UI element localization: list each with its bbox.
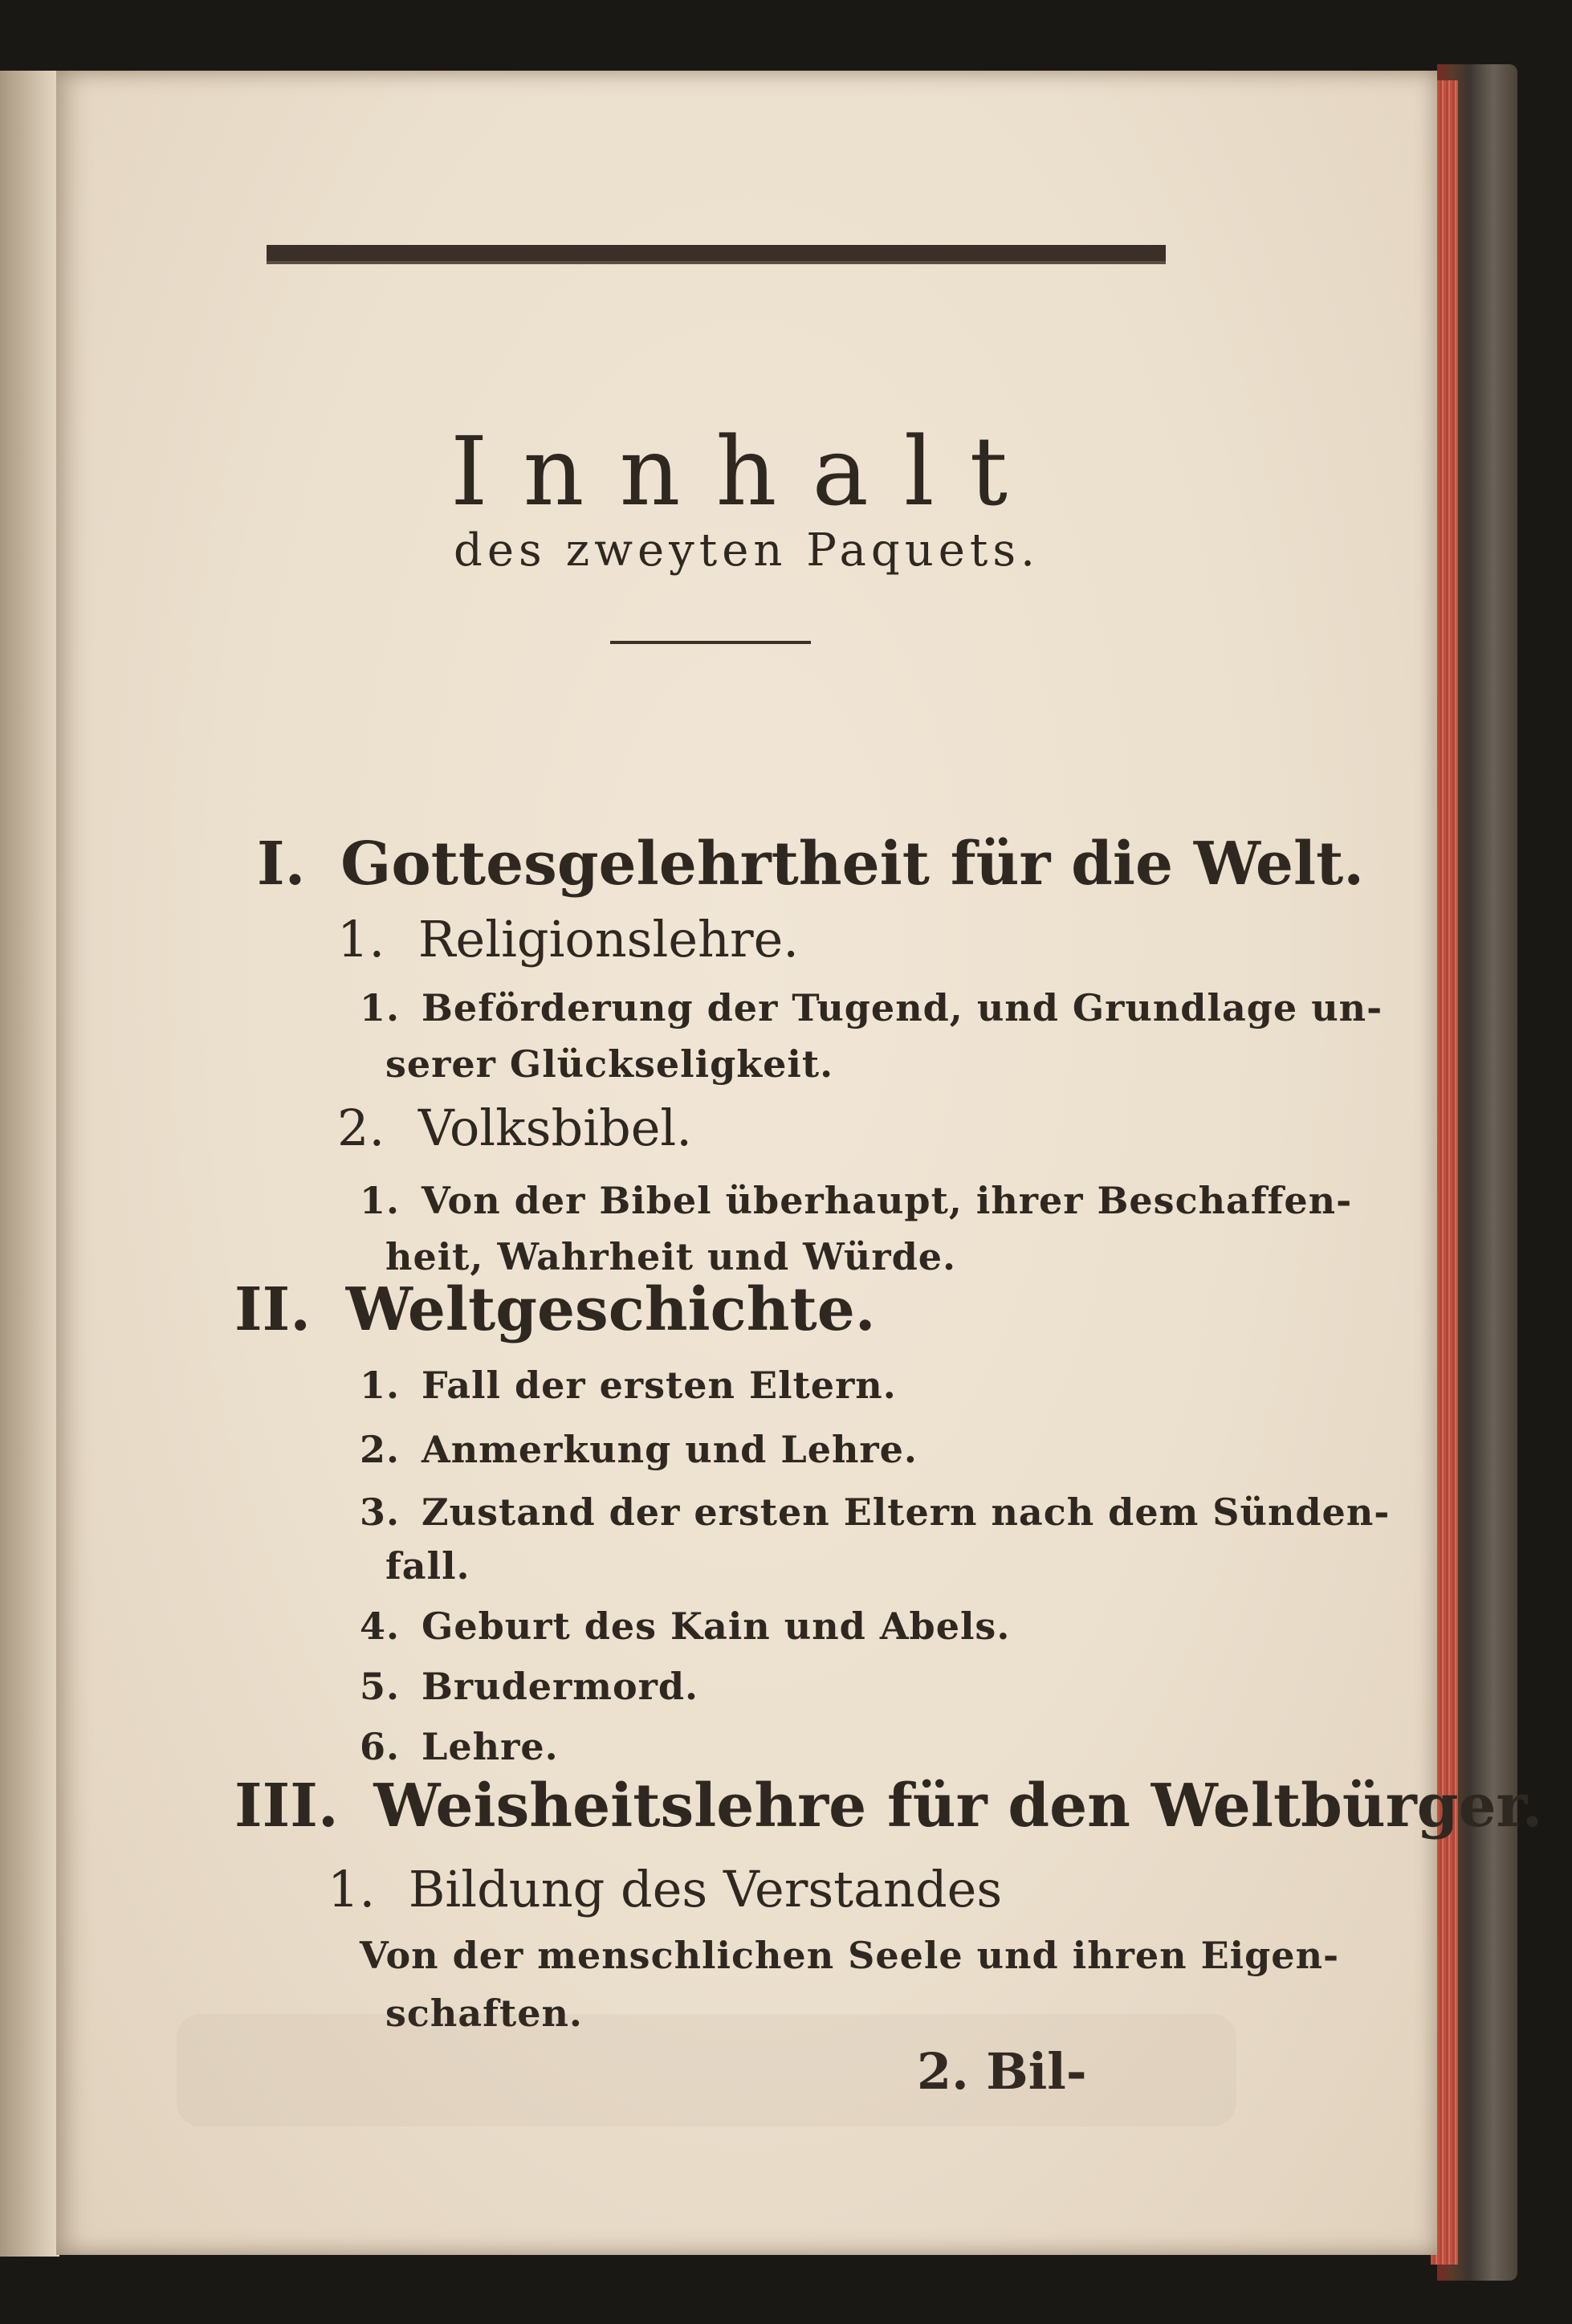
subentry-line: Fall der ersten Eltern. <box>422 1364 897 1407</box>
subentry-line: Beförderung der Tugend, und Grundlage un- <box>422 986 1383 1029</box>
subentry-line: Anmerkung und Lehre. <box>422 1428 918 1471</box>
subentry-line: Lehre. <box>422 1725 559 1768</box>
subentry-line: Zustand der ersten Eltern nach dem Sünden- <box>422 1490 1391 1534</box>
chapter-title: Religionslehre. <box>417 910 799 968</box>
page <box>56 71 1543 2255</box>
chapter-title: Volksbibel. <box>417 1099 692 1157</box>
section-title: Gottesgelehrtheit für die Welt. <box>340 830 1365 899</box>
chapter-entry <box>337 1099 692 1157</box>
section-heading <box>234 1772 1543 1841</box>
section-title: Weisheitslehre für den Weltbürger. <box>373 1772 1543 1841</box>
section-heading <box>257 830 1364 899</box>
subentry <box>360 1428 918 1471</box>
subentry-number: 3. <box>360 1490 401 1534</box>
subentry <box>360 1725 559 1768</box>
divider <box>610 641 811 644</box>
section-title: Weltgeschichte. <box>345 1275 876 1344</box>
subentry-line: Geburt des Kain und Abels. <box>422 1604 1011 1648</box>
chapter-number: 2. <box>337 1099 385 1157</box>
subentry-continuation: fall. <box>385 1544 470 1588</box>
top-rule <box>267 245 1166 264</box>
page-title: Innhalt <box>450 416 1044 527</box>
subentry <box>360 986 1383 1029</box>
section-number: III. <box>234 1772 339 1841</box>
section-heading <box>234 1275 876 1344</box>
subentry-line: Brudermord. <box>422 1665 699 1708</box>
subentry-continuation: schaften. <box>385 1992 583 2035</box>
subentry <box>360 1179 1352 1222</box>
chapter-number: 1. <box>337 910 385 968</box>
left-page-edge <box>0 71 59 2257</box>
subentry <box>360 1665 698 1708</box>
page-subtitle: des zweyten Paquets. <box>454 524 1040 577</box>
chapter-entry <box>337 910 799 968</box>
subentry <box>360 1604 1010 1648</box>
subentry-number: 4. <box>360 1604 401 1648</box>
subentry-number: 1. <box>360 1179 401 1222</box>
subentry-continuation: heit, Wahrheit und Würde. <box>385 1235 957 1278</box>
chapter-entry <box>328 1860 1002 1918</box>
chapter-number: 1. <box>328 1860 376 1918</box>
subentry-line: Von der Bibel überhaupt, ihrer Beschaffen- <box>422 1179 1353 1222</box>
section-number: I. <box>257 830 306 899</box>
subentry-number: 6. <box>360 1725 401 1768</box>
subentry-number: 1. <box>360 986 401 1029</box>
subentry <box>360 1490 1390 1534</box>
subentry <box>360 1364 897 1407</box>
subentry-number: 5. <box>360 1665 401 1708</box>
subentry-number: 1. <box>360 1364 401 1407</box>
subentry: Von der menschlichen Seele und ihren Eigen- <box>360 1934 1340 1977</box>
catchword: 2. Bil- <box>917 2042 1087 2101</box>
subentry-continuation: serer Glückseligkeit. <box>385 1042 834 1086</box>
subentry-number: 2. <box>360 1428 401 1471</box>
chapter-title: Bildung des Verstandes <box>408 1860 1003 1918</box>
section-number: II. <box>234 1275 311 1344</box>
